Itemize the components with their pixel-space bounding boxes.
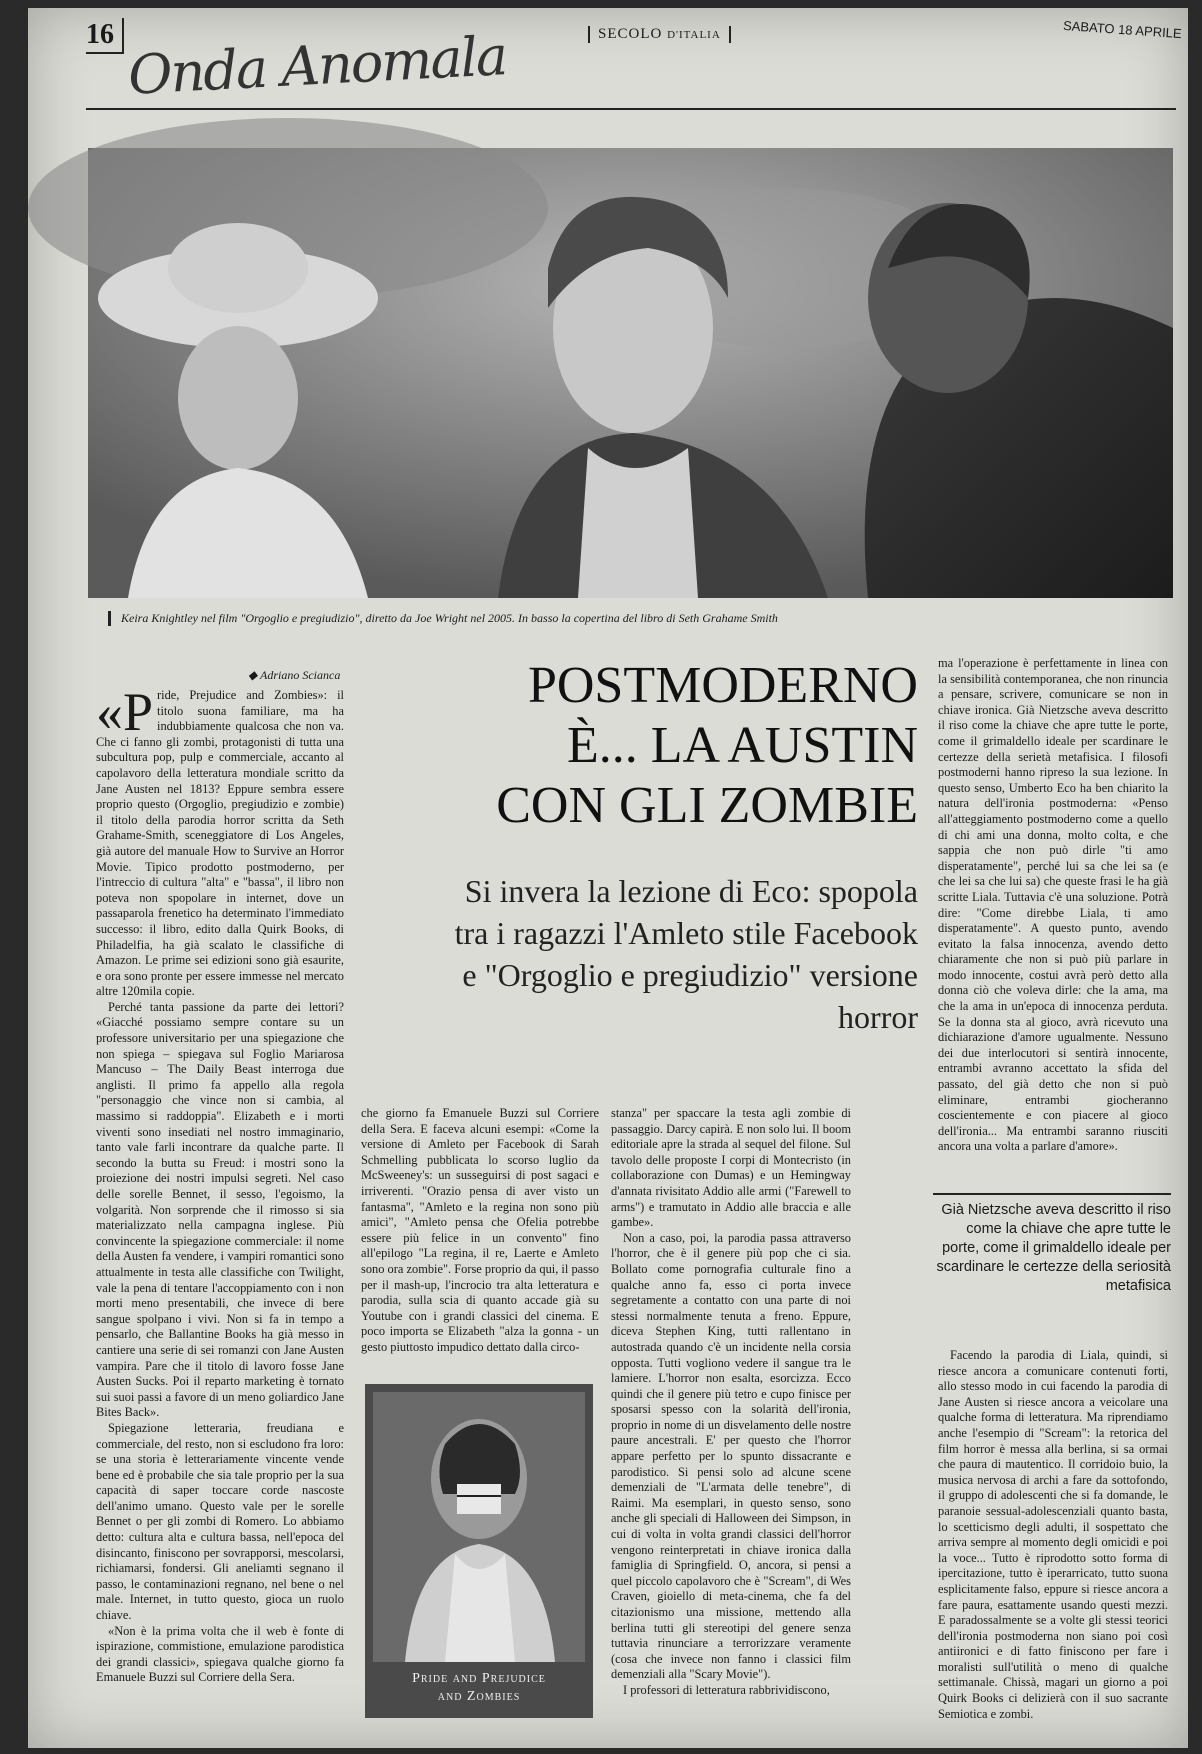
headline: POSTMODERNO È... LA AUSTIN CON GLI ZOMBIE bbox=[496, 657, 918, 834]
pull-quote: Già Nietzsche aveva descritto il riso come la chiave che apre tutte le porte, come il grimaldello ideale per scardinare le certezze della seriosità metafisica bbox=[933, 1193, 1171, 1296]
page-number: 16 bbox=[86, 18, 124, 54]
masthead-small: D'ITALIA bbox=[667, 29, 721, 41]
article-column-4-continued bbox=[938, 1348, 1168, 1721]
book-title-line-2: and Zombies bbox=[437, 1689, 521, 1704]
paragraph: stanza" per spaccare la testa agli zombie di passaggio. Darcy capirà. E non solo lui. Il boom editoriale apre la strada al sequel del filone. Sul tavolo delle proposte I corpi di Montecristo (in collaborazione con Dumas) e un Hemingway d'annata rivisitato Addio alle armi ("Farewell to arms") e tramutato in Addio alle braccia e alle gambe». bbox=[611, 1106, 851, 1230]
header-rule bbox=[86, 108, 1176, 110]
paragraph: Spiegazione letteraria, freudiana e commerciale, del resto, non si escludono fra loro: se una storia è letterariamente vincente vende bene ed è probabile che sia tale proprio per la sua capacità di saper toccare corde nascoste dell'animo umano. Questo vale per le sorelle Bennet o per gli zombi di Romero. Lo abbiamo detto: cultura alta e cultura bassa, nell'epoca del disincanto, finiscono per sovrapporsi, mescolarsi, richiamarsi, fondersi. Gli aneliamti segnano il passo, le contaminazioni regnano, nel bene o nel male. Internet, in tutto questo, gioca un ruolo chiave. bbox=[96, 1420, 344, 1623]
newspaper-page bbox=[28, 8, 1188, 1748]
subheadline: Si invera la lezione di Eco: spopola tra i ragazzi l'Amleto stile Facebook e "Orgoglio e pregiudizio" versione horror bbox=[454, 873, 918, 1035]
book-cover-illustration bbox=[365, 1384, 593, 1718]
paragraph: Facendo la parodia di Liala, quindi, si riesce ancora a comunicare contenuti forti, allo stesso modo in cui facendo la parodia di Jane Austen si riesce ancora a veicolare una qualche forma di letteratura. Ma riprendiamo anche l'esempio di "Scream": la retorica del film horror è messa alla berlina, si sa ormai che paura di mautentico. Il corridoio buio, la musica nervosa di archi a fare da sottofondo, il gruppo di adolescenti che si fa domande, le paranoie sessual-adolescenziali quanto basta, lo scetticismo degli adulti, il sospettato che arriva sempre al momento degli omicidi e poi la voce... Tutto è riprodotto sotto forma di ipercitazione, tutto è iperarricato, tutto suona esplicitamente falso, eppure si riesce ancora a fare paura, esattamente usando questi mezzi. E paradossalmente se a volte gli stessi teorici dell'ironia postmoderna non siano poi così antiironici e di fatto finiscono per fare i moralisti sull'utilità o meno di qualche settimanale. Chissà, magari un giorno a poi Quirk Books ci delizierà con il suo sacrante Semiotica e zombi. bbox=[938, 1348, 1168, 1721]
issue-date: SABATO 18 APRILE bbox=[1062, 17, 1183, 42]
paragraph: «Pride, Prejudice and Zombies»: il titolo suona familiare, ma ha indubbiamente qualcosa che non va. Che ci fanno gli zombi, protagonisti di tutta una subcultura pop, pulp e commerciale, accanto al capolavoro della letteratura mondiale scritto da Jane Austen nel 1813? Eppure sembra essere proprio questo (Orgoglio, pregiudizio e zombie) il titolo della parodia horror scritta da Seth Grahame-Smith, sceneggiatore di Los Angeles, già autore del manuale How to Survive an Horror Movie. Tipico prodotto postmoderno, per l'intreccio di cultura "alta" e "bassa", il libro non poteva non spopolare in internet, dove un passaparola frenetico ha determinato l'immediato successo: il libro, edito dalla Quirk Books, di Philadelfia, ha già scalato le classifiche di Amazon. Le prime sei edizioni sono già esaurite, e ora sono pronte per essere immesse nel mercato altre 120mila copie. bbox=[96, 682, 344, 999]
book-title bbox=[365, 1670, 593, 1706]
paragraph: I professori di letteratura rabbrividiscono, bbox=[623, 1682, 830, 1697]
book-title-line-1: Pride and Prejudice bbox=[412, 1671, 546, 1686]
article-column-2 bbox=[361, 1106, 599, 1354]
paragraph: «Non è la prima volta che il web è fonte di ispirazione, commistione, emulazione parodistica dei grandi classici», spiegava qualche giorno fa Emanuele Buzzi sul Corriere della Sera. bbox=[96, 1623, 344, 1685]
author-name: Adriano Scianca bbox=[260, 668, 341, 682]
section-title: Onda Anomala bbox=[126, 24, 508, 107]
photo-illustration bbox=[88, 148, 1173, 598]
paragraph: ma l'operazione è perfettamente in linea con la sensibilità contemporanea, che non rinuncia a pensare, scrivere, comunicare se non in chiave ironica. Già Nietzsche aveva descritto il riso come la chiave che apre tutte le porte, come il grimaldello ideale per scardinare le certezze della serietà metafisica. I filosofi postmoderni hanno ripreso la sua lezione. In questo senso, Umberto Eco ha ben chiarito la natura dell'ironia postmoderna: «Penso all'atteggiamento postmoderno come a quello di chi ami una donna, molto colta, e che sappia che non può dirle "ti amo disperatamente", perché lui sa che lei sa (e che lei sa che lui sa) che queste frasi le ha già scritte Liala. Tuttavia c'è una soluzione. Potrà dire: "Come direbbe Liala, ti amo disperatamente". A questo punto, avendo evitato la falsa innocenza, avendo detto chiaramente che non si può più parlare in modo innocente, costui avrà però detto alla donna ciò che voleva dirle: che la ama, ma che la ama in un'epoca di innocenza perduta. Se la donna sta al gioco, avrà ricevuto una dichiarazione d'amore ugualmente. Nessuno dei due interlocutori si sentirà innocente, entrambi avranno accettato la sfida del passato, del già detto che non si può eliminare, entrambi giocheranno coscientemente e con piacere al gioco dell'ironia... Ma entrambi saranno riusciti ancora una volta a parlare d'amore». bbox=[938, 656, 1168, 1154]
paragraph: Perché tanta passione da parte dei lettori? «Giacché possiamo sempre contare su un professore universitario per una spiegazione che non spiega – spiegava sul Foglio Mariarosa Mancuso – The Daily Beast interroga due anglisti. Il primo fa appello alla regola "personaggio che vince non si cambia, al massimo si raddoppia". Elizabeth e i morti viventi sono insediati nel nostro immaginario, tanto vale farli incontrare da qualche parte. Il secondo la butta su Freud: i mostri sono la proiezione dei nostri impulsi segreti. Nel caso delle sorelle Bennet, il sesso, l'egoismo, la volgarità. Non sorprende che il rimosso si sia materializzato nella campagna inglese. Più convincente la spiegazione commerciale: il nome della Austen fa vendere, i vampiri romantici sono attualmente in testa alle classifiche con Twilight, vale la pena di tentare l'accoppiamento con i non morti meno presentabili, che invece di bere sangue spolpano i vivi. Non si fa in tempo a pensarlo, che Ballantine Books ha già messo in cantiere una serie di sei romanzi con Jane Austen vampira. Pare che il titolo di lavoro fosse Jane Austen Sucks. Poi il reparto marketing è tornato sui suoi passi a favore di un meno goliardico Jane Bites Back». bbox=[96, 999, 344, 1420]
paragraph: che giorno fa Emanuele Buzzi sul Corriere della Sera. E faceva alcuni esempi: «Come la versione di Amleto per Facebook di Sarah Schmelling pubblicata lo scorso luglio da McSweeney's: un susseguirsi di post sagaci e irriverenti. "Orazio pensa di aver visto un fantasma", "Amleto e la regina non sono più amici", "Amleto pensa che Ofelia potrebbe essere più felice in un convento" fino all'epilogo "La regina, il re, Laerte e Amleto sono ora zombie". Forse proprio da qui, il passo per il mash-up, l'incrocio tra alta letteratura e parodia, sulla scia di quanto accade già su Youtube con i grandi classici del cinema. E poco importa se Elizabeth "alza la gonna - un gesto piuttosto impudico dettato dalla circo- bbox=[361, 1106, 599, 1354]
masthead bbox=[588, 26, 731, 43]
photo-caption: Keira Knightley nel film "Orgoglio e pregiudizio", diretto da Joe Wright nel 2005. In basso la copertina del libro di Seth Grahame Smith bbox=[108, 611, 1181, 626]
drop-cap: «P bbox=[96, 682, 154, 742]
article-column-3 bbox=[611, 1106, 851, 1706]
article-column-1 bbox=[96, 682, 344, 1708]
article-column-4 bbox=[938, 656, 1168, 1154]
book-cover bbox=[365, 1384, 593, 1718]
film-still-photo bbox=[88, 148, 1173, 598]
paragraph: Non a caso, poi, la parodia passa attraverso l'horror, che è il genere più pop che ci sia. Bollato come pornografia culturale fino a qualche anno fa, esso ci porta invece segretamente a contatto con una parte di noi stessi normalmente tenuta a freno. Eppure, diceva Stephen King, tutti rallentano in autostrada quando c'è un incidente nella corsia opposta. Tutti vogliono vedere il sangue tra le lamiere. L'horror non esalta, esorcizza. Ecco quindi che il genere più tetro e cupo finisce per sposarsi spesso con la solarità dell'ironia, proprio in nome di un disvelamento delle nostre paure ancestrali. E' per questo che l'horror appare perfetto per lo spunto dissacrante e parodistico. Si pensi solo ad alcune scene demenziali de "L'armata delle tenebre", di Raimi. Ma esemplari, in questo senso, sono anche gli speciali di Halloween dei Simpson, in cui di volta in volta grandi classici dell'horror vengono reinterpretati in chiave ironica dalla famiglia di Springfield. O, ancora, si pensi a quel piccolo capolavoro che è "Scream", di Wes Craven, gioiello di meta-cinema, che fa del citazionismo una missione, mettendo alla berlina tutti gli stereotipi del genere senza tuttavia rinunciare a terrorizzare veramente (cosa che invece non fanno i classici film demenziali alla "Scary Movie"). bbox=[611, 1230, 851, 1682]
masthead-name: SECOLO bbox=[598, 26, 663, 42]
byline: ◆ Adriano Scianca bbox=[248, 668, 341, 682]
